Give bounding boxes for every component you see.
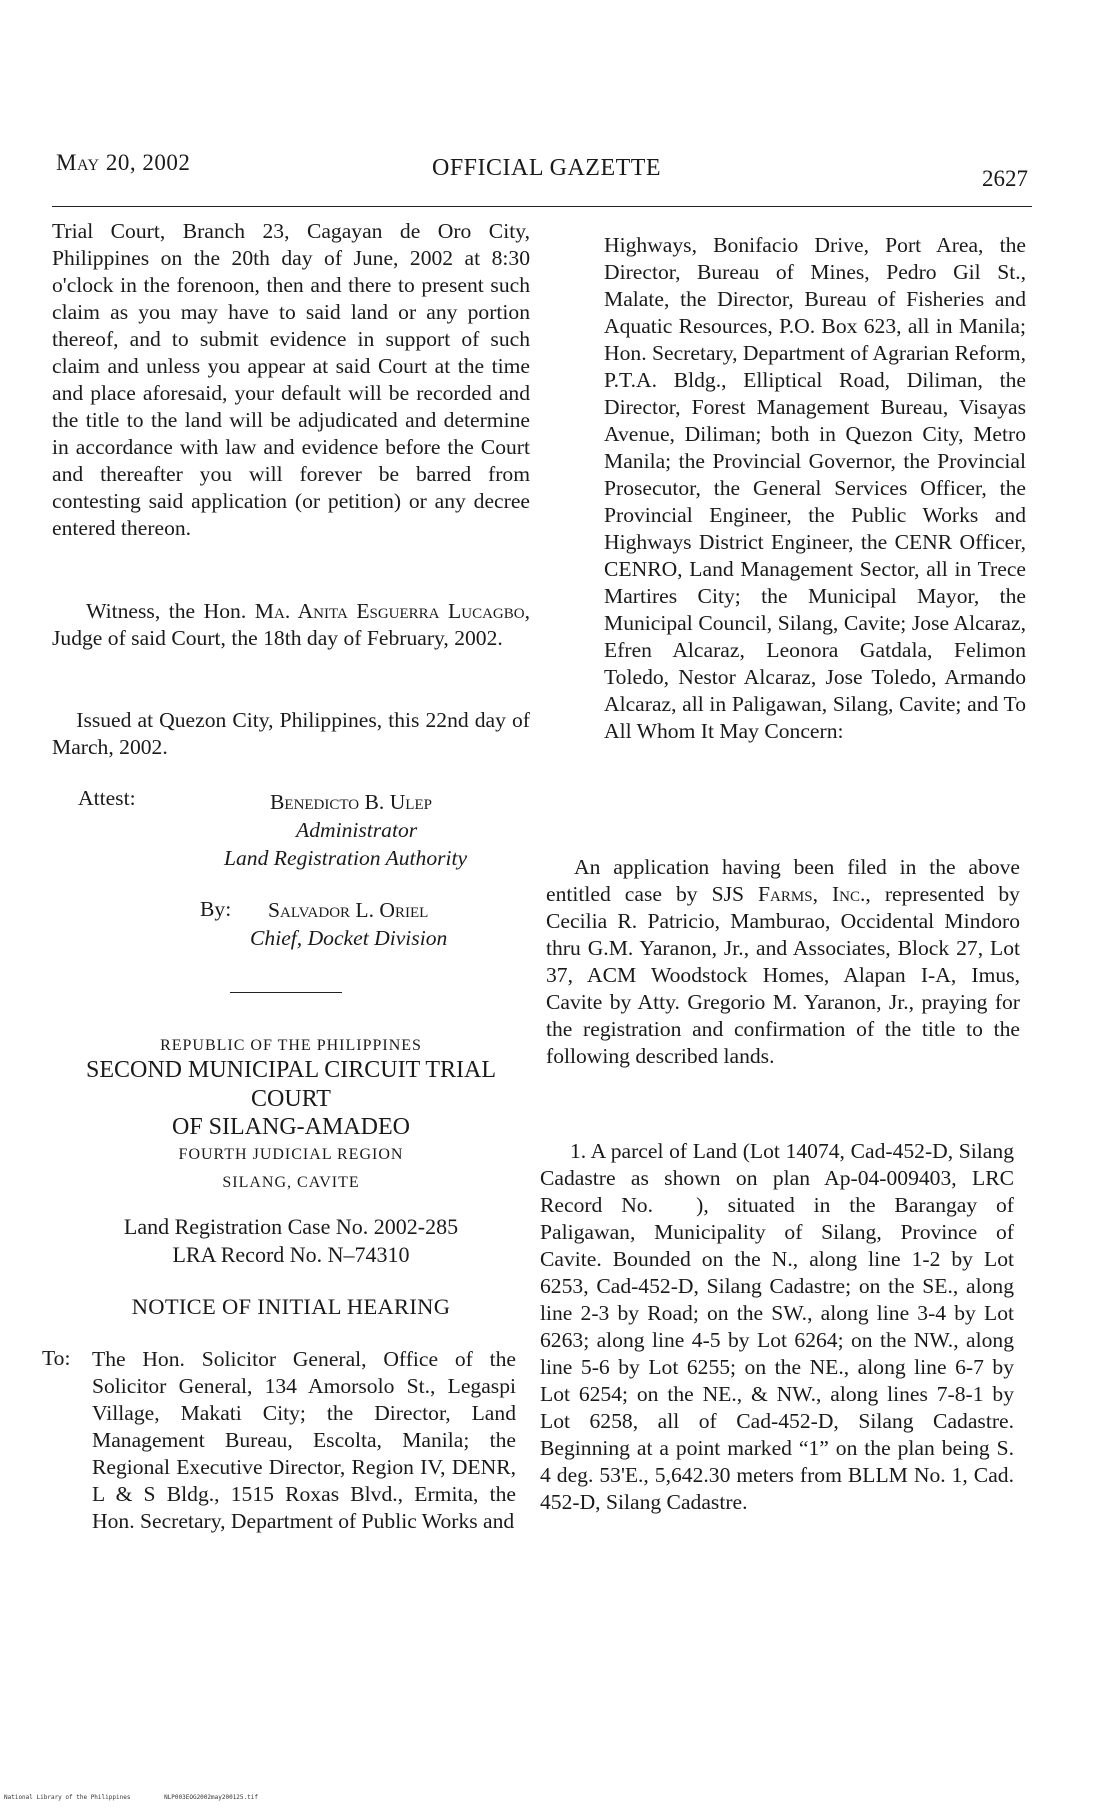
parcel-description-paragraph: 1. A parcel of Land (Lot 14074, Cad-452-D, Silang Cadastre as shown on plan Ap-04-009403, LRC Record No. ), situated in the Barangay of Paligawan, Municipality of Silang, Province of Cavite. Bounded on the N., along line 1-2 by Lot 6253, Cad-452-D, Silang Cadastre; on the SE., along line 2-3 by Road; on the SW., along line 3-4 by Lot 6263; along line 4-5 by Lot 6264; on the NW., along line 5-6 by Lot 6255; on the NE., along line 6-7 by Lot 6254; on the NE., & NW., along lines 7-8-1 by Lot 6258, all of Cad-452-D, Silang Cadastre. Beginning at a point marked “1” on the plan being S. 4 deg. 53'E., 5,642.30 meters from BLLM No. 1, Cad. 452-D, Silang Cadastre. [540, 1139, 1014, 1514]
court-name-line-3: OF SILANG-AMADEO [172, 1114, 410, 1140]
to-label: To: [42, 1346, 71, 1370]
applicant-name: SJS Farms, Inc. [711, 882, 866, 906]
application-suffix: , represented by Cecilia R. Patricio, Mamburao, Occidental Mindoro thru G.M. Yaranon, Jr., and Associates, Block 27, Lot 37, ACM Woodstock Homes, Alapan I-A, Imus, Cavite by Atty. Gregorio M. Yaranon, Jr., praying for the registration and confirmation of the title to the following described lands. [546, 882, 1020, 1068]
application-prefix: An application having been filed in the above entitled case by [546, 855, 1020, 906]
republic-heading: REPUBLIC OF THE PHILIPPINES [160, 1037, 422, 1054]
to-addressees: The Hon. Solicitor General, Office of the Solicitor General, 134 Amorsolo St., Legaspi Village, Makati City; the Director, Land Management Bureau, Escolta, Manila; the Regional Executive Director, Region IV, DENR, L & S Bldg., 1515 Roxas Blvd., Ermita, the Hon. Secretary, Department of Public Works and [92, 1347, 516, 1533]
witness-paragraph [52, 598, 530, 652]
header-title: OFFICIAL GAZETTE [432, 155, 662, 181]
case-number: Land Registration Case No. 2002-285 [123, 1214, 459, 1239]
footer-file: NLP003EOG2002may200125.tif [164, 1794, 258, 1801]
by-name: Salvador L. Oriel [268, 898, 429, 922]
scan-footer [4, 1794, 288, 1801]
witness-prefix: Witness, the Hon. [86, 599, 247, 623]
header-rule [52, 206, 1032, 207]
footer-library: National Library of the Philippines [4, 1794, 131, 1801]
left-continuation-paragraph: Trial Court, Branch 23, Cagayan de Oro City, Philippines on the 20th day of June, 2002 at 8:30 o'clock in the forenoon, then and there to present such claim as you may have to said land or any portion thereof, and to submit evidence in support of such claim and unless you appear at said Court at the time and place aforesaid, your default will be recorded and the title to the land will be adjudicated and determine in accordance with law and evidence before the Court and thereafter you will forever be barred from contesting said application (or petition) or any decree entered thereon. [52, 219, 530, 540]
by-title: Chief, Docket Division [250, 926, 448, 950]
lra-record-number: LRA Record No. N–74310 [172, 1242, 410, 1267]
issued-paragraph: Issued at Quezon City, Philippines, this 22nd day of March, 2002. [52, 708, 530, 759]
attest-title-1: Administrator [296, 818, 418, 842]
section-divider [230, 992, 342, 993]
header-date: May 20, 2002 [56, 150, 191, 175]
witness-judge-name: Ma. Anita Esguerra Lucagbo [254, 599, 525, 623]
witness-suffix: , Judge of said Court, the 18th day of February, 2002. [52, 599, 530, 650]
attest-title-2: Land Registration Authority [224, 846, 468, 870]
court-name-line-1: SECOND MUNICIPAL CIRCUIT TRIAL [85, 1057, 497, 1083]
court-place: SILANG, CAVITE [222, 1174, 360, 1191]
application-paragraph [546, 854, 1020, 1070]
court-name-line-2: COURT [251, 1086, 331, 1112]
attest-label: Attest: [78, 786, 136, 810]
by-label: By: [200, 897, 232, 921]
right-continuation-paragraph: Highways, Bonifacio Drive, Port Area, the Director, Bureau of Mines, Pedro Gil St., Malate, the Director, Bureau of Fisheries and Aquatic Resources, P.O. Box 623, all in Manila; Hon. Secretary, Department of Agrarian Reform, P.T.A. Bldg., Elliptical Road, Diliman, the Director, Forest Management Bureau, Visayas Avenue, Diliman; both in Quezon City, Metro Manila; the Provincial Governor, the Provincial Prosecutor, the General Services Officer, the Provincial Engineer, the Public Works and Highways District Engineer, the CENR Officer, CENRO, Land Management Sector, all in Trece Martires City; the Municipal Mayor, the Municipal Council, Silang, Cavite; Jose Alcaraz, Efren Alcaraz, Leonora Gatdala, Felimon Toledo, Nestor Alcaraz, Jose Toledo, Armando Alcaraz, all in Paligawan, Silang, Cavite; and To All Whom It May Concern: [604, 233, 1026, 743]
judicial-region: FOURTH JUDICIAL REGION [178, 1146, 404, 1163]
notice-title: NOTICE OF INITIAL HEARING [131, 1294, 451, 1319]
header-page-number: 2627 [982, 166, 1028, 191]
attest-name: Benedicto B. Ulep [270, 790, 432, 814]
